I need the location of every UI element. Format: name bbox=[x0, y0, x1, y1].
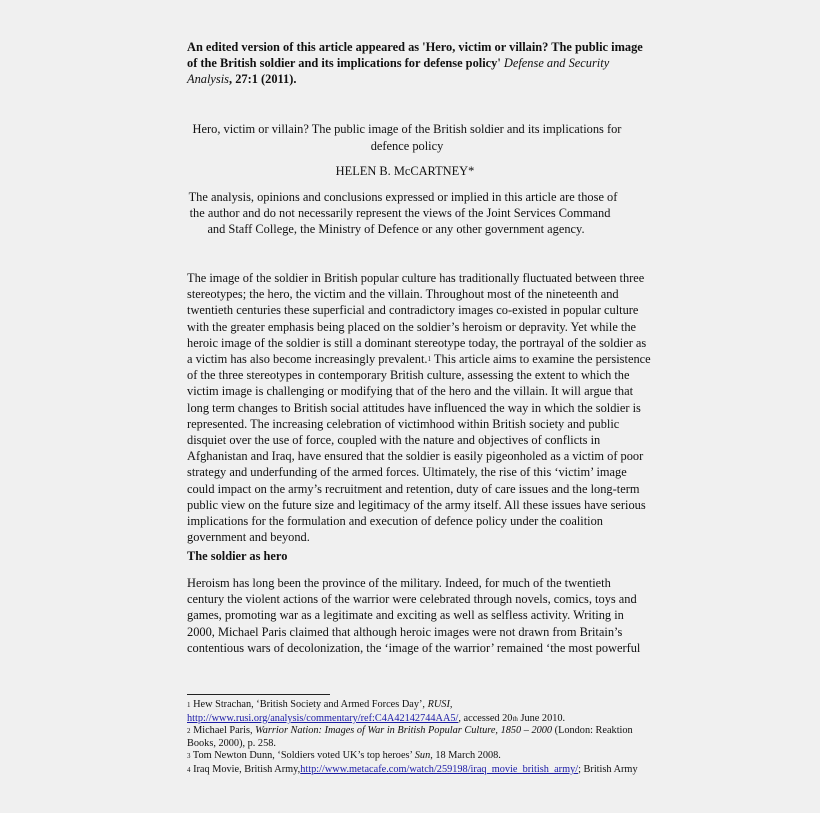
body-line: heroic image of the soldier is still a dominant stereotype today, the portrayal of the soldier as bbox=[187, 335, 647, 350]
publication-note: An edited version of this article appeared as 'Hero, victim or villain? The public image bbox=[187, 40, 643, 54]
footnote-link[interactable]: http://www.rusi.org/analysis/commentary/ref:C4A42142744AA5/ bbox=[187, 713, 459, 724]
body-line: implications for the formulation and execution of defence policy under the coalition bbox=[187, 514, 603, 528]
section-heading: The soldier as hero bbox=[187, 549, 288, 563]
footnote-2-line2: Books, 2000), p. 258. bbox=[187, 738, 276, 749]
body-line: games, promoting war as a legitimate and exciting as well as selfless activity. Writing in bbox=[187, 608, 624, 623]
footnote-3: $^3$ Tom Newton Dunn, ‘Soldiers voted UK’s top heroes’ Sun, 18 March 2008. bbox=[187, 750, 501, 761]
body-line: contentious wars of decolonization, the ‘image of the warrior’ remained ‘the most powerful bbox=[187, 640, 641, 655]
body-line: strategy and underfunding of the armed forces. Ultimately, the rise of this ‘victim’ image bbox=[187, 465, 627, 480]
article-title: Hero, victim or villain? The public image of the British soldier and its implications for bbox=[192, 122, 622, 136]
footnote-1-line2: http://www.rusi.org/analysis/commentary/ref:C4A42142744AA5/, accessed 20th June 2010. bbox=[187, 713, 566, 724]
disclaimer-line: the author and do not necessarily represent the views of the Joint Services Command bbox=[189, 206, 611, 220]
footnote-1: $^1$ Hew Strachan, ‘British Society and Armed Forces Day’, RUSI, bbox=[187, 699, 453, 710]
disclaimer-line: and Staff College, the Ministry of Defence or any other government agency. bbox=[207, 222, 585, 236]
body-line: twentieth centuries these superficial and contradictory images co-existed in popular culture bbox=[187, 303, 639, 318]
body-line: long term changes to British social attitudes have influenced the way in which the soldier is bbox=[187, 400, 641, 415]
disclaimer-line: The analysis, opinions and conclusions expressed or implied in this article are those of bbox=[188, 190, 618, 204]
body-line: 2000, Michael Paris claimed that although heroic images were not drawn from Britain’s bbox=[187, 624, 623, 639]
footnote-2: $^2$ Michael Paris, Warrior Nation: Images of War in British Popular Culture, 1850 – 2000 (London: Reaktion bbox=[187, 725, 633, 736]
body-line: of the three stereotypes in contemporary British culture, assessing the extent to which the bbox=[187, 368, 630, 383]
footnote-link[interactable]: http://www.metacafe.com/watch/259198/iraq_movie_british_army/ bbox=[300, 764, 579, 775]
body-line: with the greater emphasis being placed on the soldier’s heroism or depravity. Yet while the bbox=[187, 319, 637, 334]
article-title-line2: defence policy bbox=[370, 139, 444, 153]
body-line: represented. The increasing celebration of victimhood within British society and public bbox=[187, 416, 620, 431]
body-line: victim image is challenging or modifying that of the hero and the villain. It will argue that bbox=[187, 384, 634, 399]
publication-note-line2: of the British soldier and its implications for defense policy' Defense and Security bbox=[187, 56, 610, 70]
footnote-4: $^4$ Iraq Movie, British Army,http://www.metacafe.com/watch/259198/iraq_movie_british_army/; British Army bbox=[187, 764, 638, 775]
body-line: government and beyond. bbox=[187, 530, 310, 545]
author: HELEN B. McCARTNEY* bbox=[335, 164, 475, 178]
footnote-divider bbox=[187, 694, 330, 695]
body-line: disquiet over the use of force, coupled with the nature and objectives of conflicts in bbox=[187, 433, 601, 447]
body-line: Heroism has long been the province of the military. Indeed, for much of the twentieth bbox=[187, 576, 611, 590]
body-line: could impact on the army’s recruitment and retention, duty of care issues and the long-term bbox=[187, 481, 640, 496]
body-line: Afghanistan and Iraq, have ensured that the soldier is easily pigeonholed as a victim of poor bbox=[187, 449, 644, 464]
body-line: stereotypes; the hero, the victim and the villain. Throughout most of the nineteenth and bbox=[187, 287, 619, 302]
body-line: a victim has also become increasingly prevalent.$^1$ This article aims to examine the persistence bbox=[187, 352, 651, 366]
body-line: public view on the future size and legitimacy of the army itself. All these issues have serious bbox=[187, 497, 646, 512]
footnote-ref[interactable]: 1 bbox=[427, 355, 431, 363]
body-line: The image of the soldier in British popular culture has traditionally fluctuated between three bbox=[187, 271, 645, 285]
publication-note-line3: Analysis, 27:1 (2011). bbox=[187, 72, 297, 86]
body-line: century the violent actions of the warrior were celebrated through novels, comics, toys and bbox=[187, 592, 637, 607]
